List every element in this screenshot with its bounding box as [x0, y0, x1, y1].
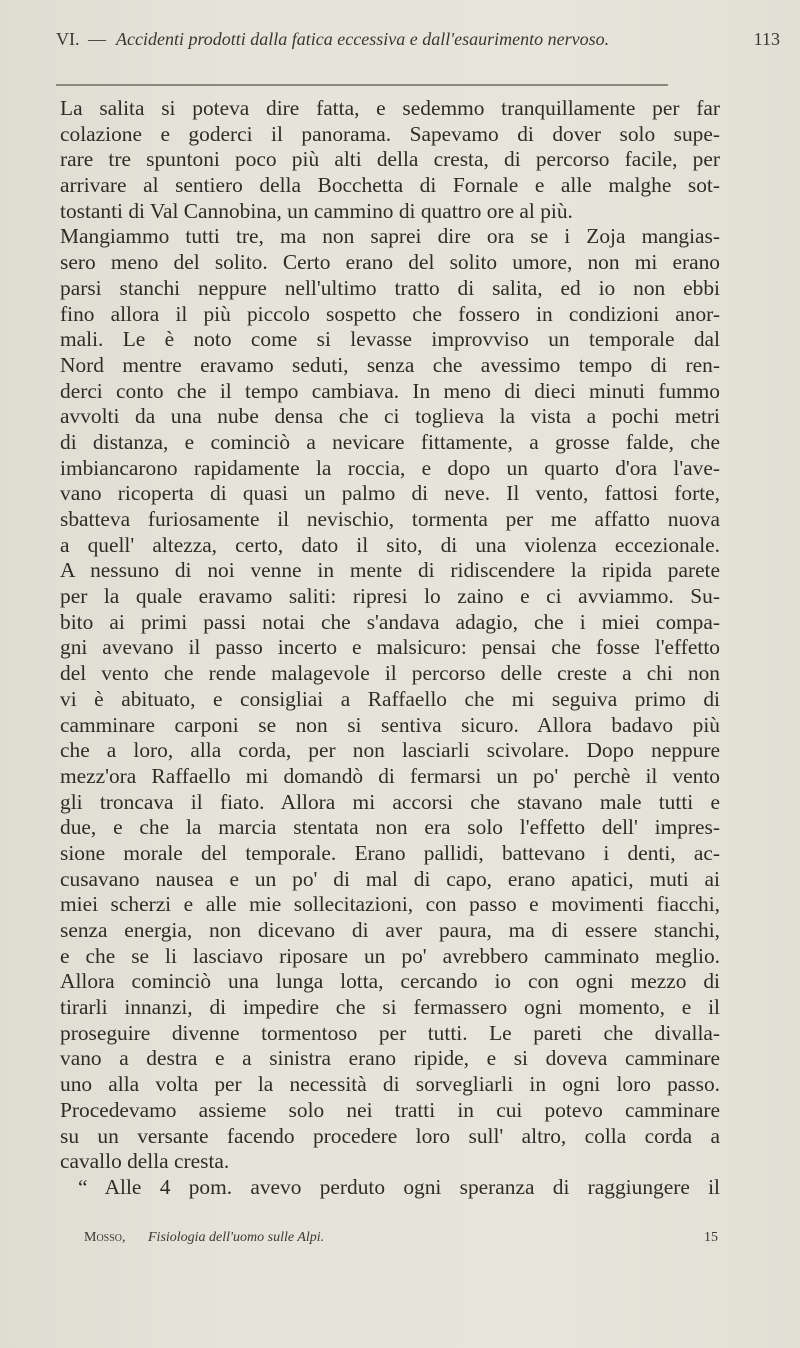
text-line: gli troncava il fiato. Allora mi accorsi che stavano male tutti e — [60, 789, 720, 814]
text-line: mali. Le è noto come si levasse improvviso un temporale dal — [60, 327, 720, 352]
text-line: colazione e goderci il panorama. Sapevamo di dover solo supe- — [60, 121, 720, 146]
text-line: a quell' altezza, certo, dato il sito, di una violenza eccezionale. — [60, 532, 720, 557]
body-text — [60, 96, 720, 1201]
header-rule — [56, 84, 668, 86]
page-footer — [84, 1227, 718, 1249]
text-line: senza energia, non dicevano di aver paura, ma di essere stanchi, — [60, 918, 720, 942]
text-line: A nessuno di noi venne in mente di ridiscendere la ripida parete — [60, 558, 720, 583]
page-number: 113 — [753, 29, 780, 49]
text-line: vano a destra e a sinistra erano ripide, e si doveva camminare — [60, 1046, 720, 1071]
text-line: Procedevamo assieme solo nei tratti in cui potevo camminare — [60, 1097, 720, 1122]
header-separator: — — [88, 29, 106, 49]
text-line: tirarli innanzi, di impedire che si fermassero ogni momento, e il — [60, 995, 720, 1020]
text-line: sbatteva furiosamente il nevischio, tormenta per me affatto nuova — [60, 507, 720, 531]
chapter-number: VI. — [56, 29, 80, 49]
text-line: cavallo della cresta. — [60, 1149, 230, 1174]
text-line: e che se li lasciavo riposare un po' avrebbero camminato meglio. — [60, 943, 720, 968]
text-line: arrivare al sentiero della Bocchetta di Fornale e alle malghe sot- — [60, 173, 720, 198]
text-line: gni avevano il passo incerto e malsicuro: pensai che fosse l'effetto — [60, 635, 720, 660]
chapter-title: Accidenti prodotti dalla fatica eccessiva e dall'esaurimento nervoso. — [116, 29, 610, 49]
text-line: su un versante facendo procedere loro sull' altro, colla corda a — [60, 1123, 720, 1148]
text-line: due, e che la marcia stentata non era solo l'effetto dell' impres- — [60, 815, 720, 840]
text-line: bito ai primi passi notai che s'andava adagio, che i miei compa- — [60, 609, 720, 634]
text-line: “ Alle 4 pom. avevo perduto ogni speranza di raggiungere il — [78, 1174, 720, 1199]
text-line: uno alla volta per la necessità di sorvegliarli in ogni loro passo. — [60, 1072, 720, 1097]
text-line: di distanza, e cominciò a nevicare fittamente, a grosse falde, che — [60, 429, 720, 454]
text-line: sione morale del temporale. Erano pallidi, battevano i denti, ac- — [60, 840, 720, 865]
text-line: parsi stanchi neppure nell'ultimo tratto di salita, ed io non ebbi — [60, 275, 720, 300]
text-line: Nord mentre eravamo seduti, senza che avessimo tempo di ren- — [60, 352, 720, 377]
running-head — [56, 22, 780, 56]
text-line: Mangiammo tutti tre, ma non saprei dire ora se i Zoja mangias- — [60, 224, 720, 249]
text-line: che a loro, alla corda, per non lasciarli scivolare. Dopo neppure — [60, 738, 720, 763]
text-line: La salita si poteva dire fatta, e sedemmo tranquillamente per far — [60, 96, 720, 120]
text-line: imbiancarono rapidamente la roccia, e dopo un quarto d'ora l'ave- — [60, 455, 720, 480]
text-line: rare tre spuntoni poco più alti della cresta, di percorso facile, per — [60, 147, 720, 172]
text-line: del vento che rende malagevole il percorso delle creste a chi non — [60, 661, 720, 686]
text-line: derci conto che il tempo cambiava. In meno di dieci minuti fummo — [60, 378, 720, 403]
footer-author: Mosso, — [84, 1230, 126, 1245]
text-line: miei scherzi e alle mie sollecitazioni, con passo e movimenti fiacchi, — [60, 892, 720, 917]
text-line: tostanti di Val Cannobina, un cammino di quattro ore al più. — [60, 198, 573, 223]
text-line: proseguire divenne tormentoso per tutti. Le pareti che divalla- — [60, 1020, 720, 1045]
printer-signature: 15 — [704, 1230, 718, 1245]
text-line: camminare carponi se non si sentiva sicuro. Allora badavo più — [60, 712, 720, 737]
text-line: vano ricoperta di quasi un palmo di neve. Il vento, fattosi forte, — [60, 481, 720, 506]
text-line: avvolti da una nube densa che ci toglieva la vista a pochi metri — [60, 404, 720, 429]
text-line: fino allora il più piccolo sospetto che fossero in condizioni anor- — [60, 301, 720, 326]
footer-book-title: Fisiologia dell'uomo sulle Alpi. — [148, 1230, 325, 1245]
text-line: Allora cominciò una lunga lotta, cercando io con ogni mezzo di — [60, 969, 720, 994]
text-line: vi è abituato, e consigliai a Raffaello che mi seguiva primo di — [60, 686, 720, 711]
text-line: per la quale eravamo saliti: ripresi lo zaino e ci avviammo. Su- — [60, 584, 720, 609]
text-line: sero meno del solito. Certo erano del solito umore, non mi erano — [60, 250, 720, 275]
text-line: cusavano nausea e un po' di mal di capo, erano apatici, muti ai — [60, 866, 720, 891]
text-line: mezz'ora Raffaello mi domandò di fermarsi un po' perchè il vento — [60, 763, 720, 788]
